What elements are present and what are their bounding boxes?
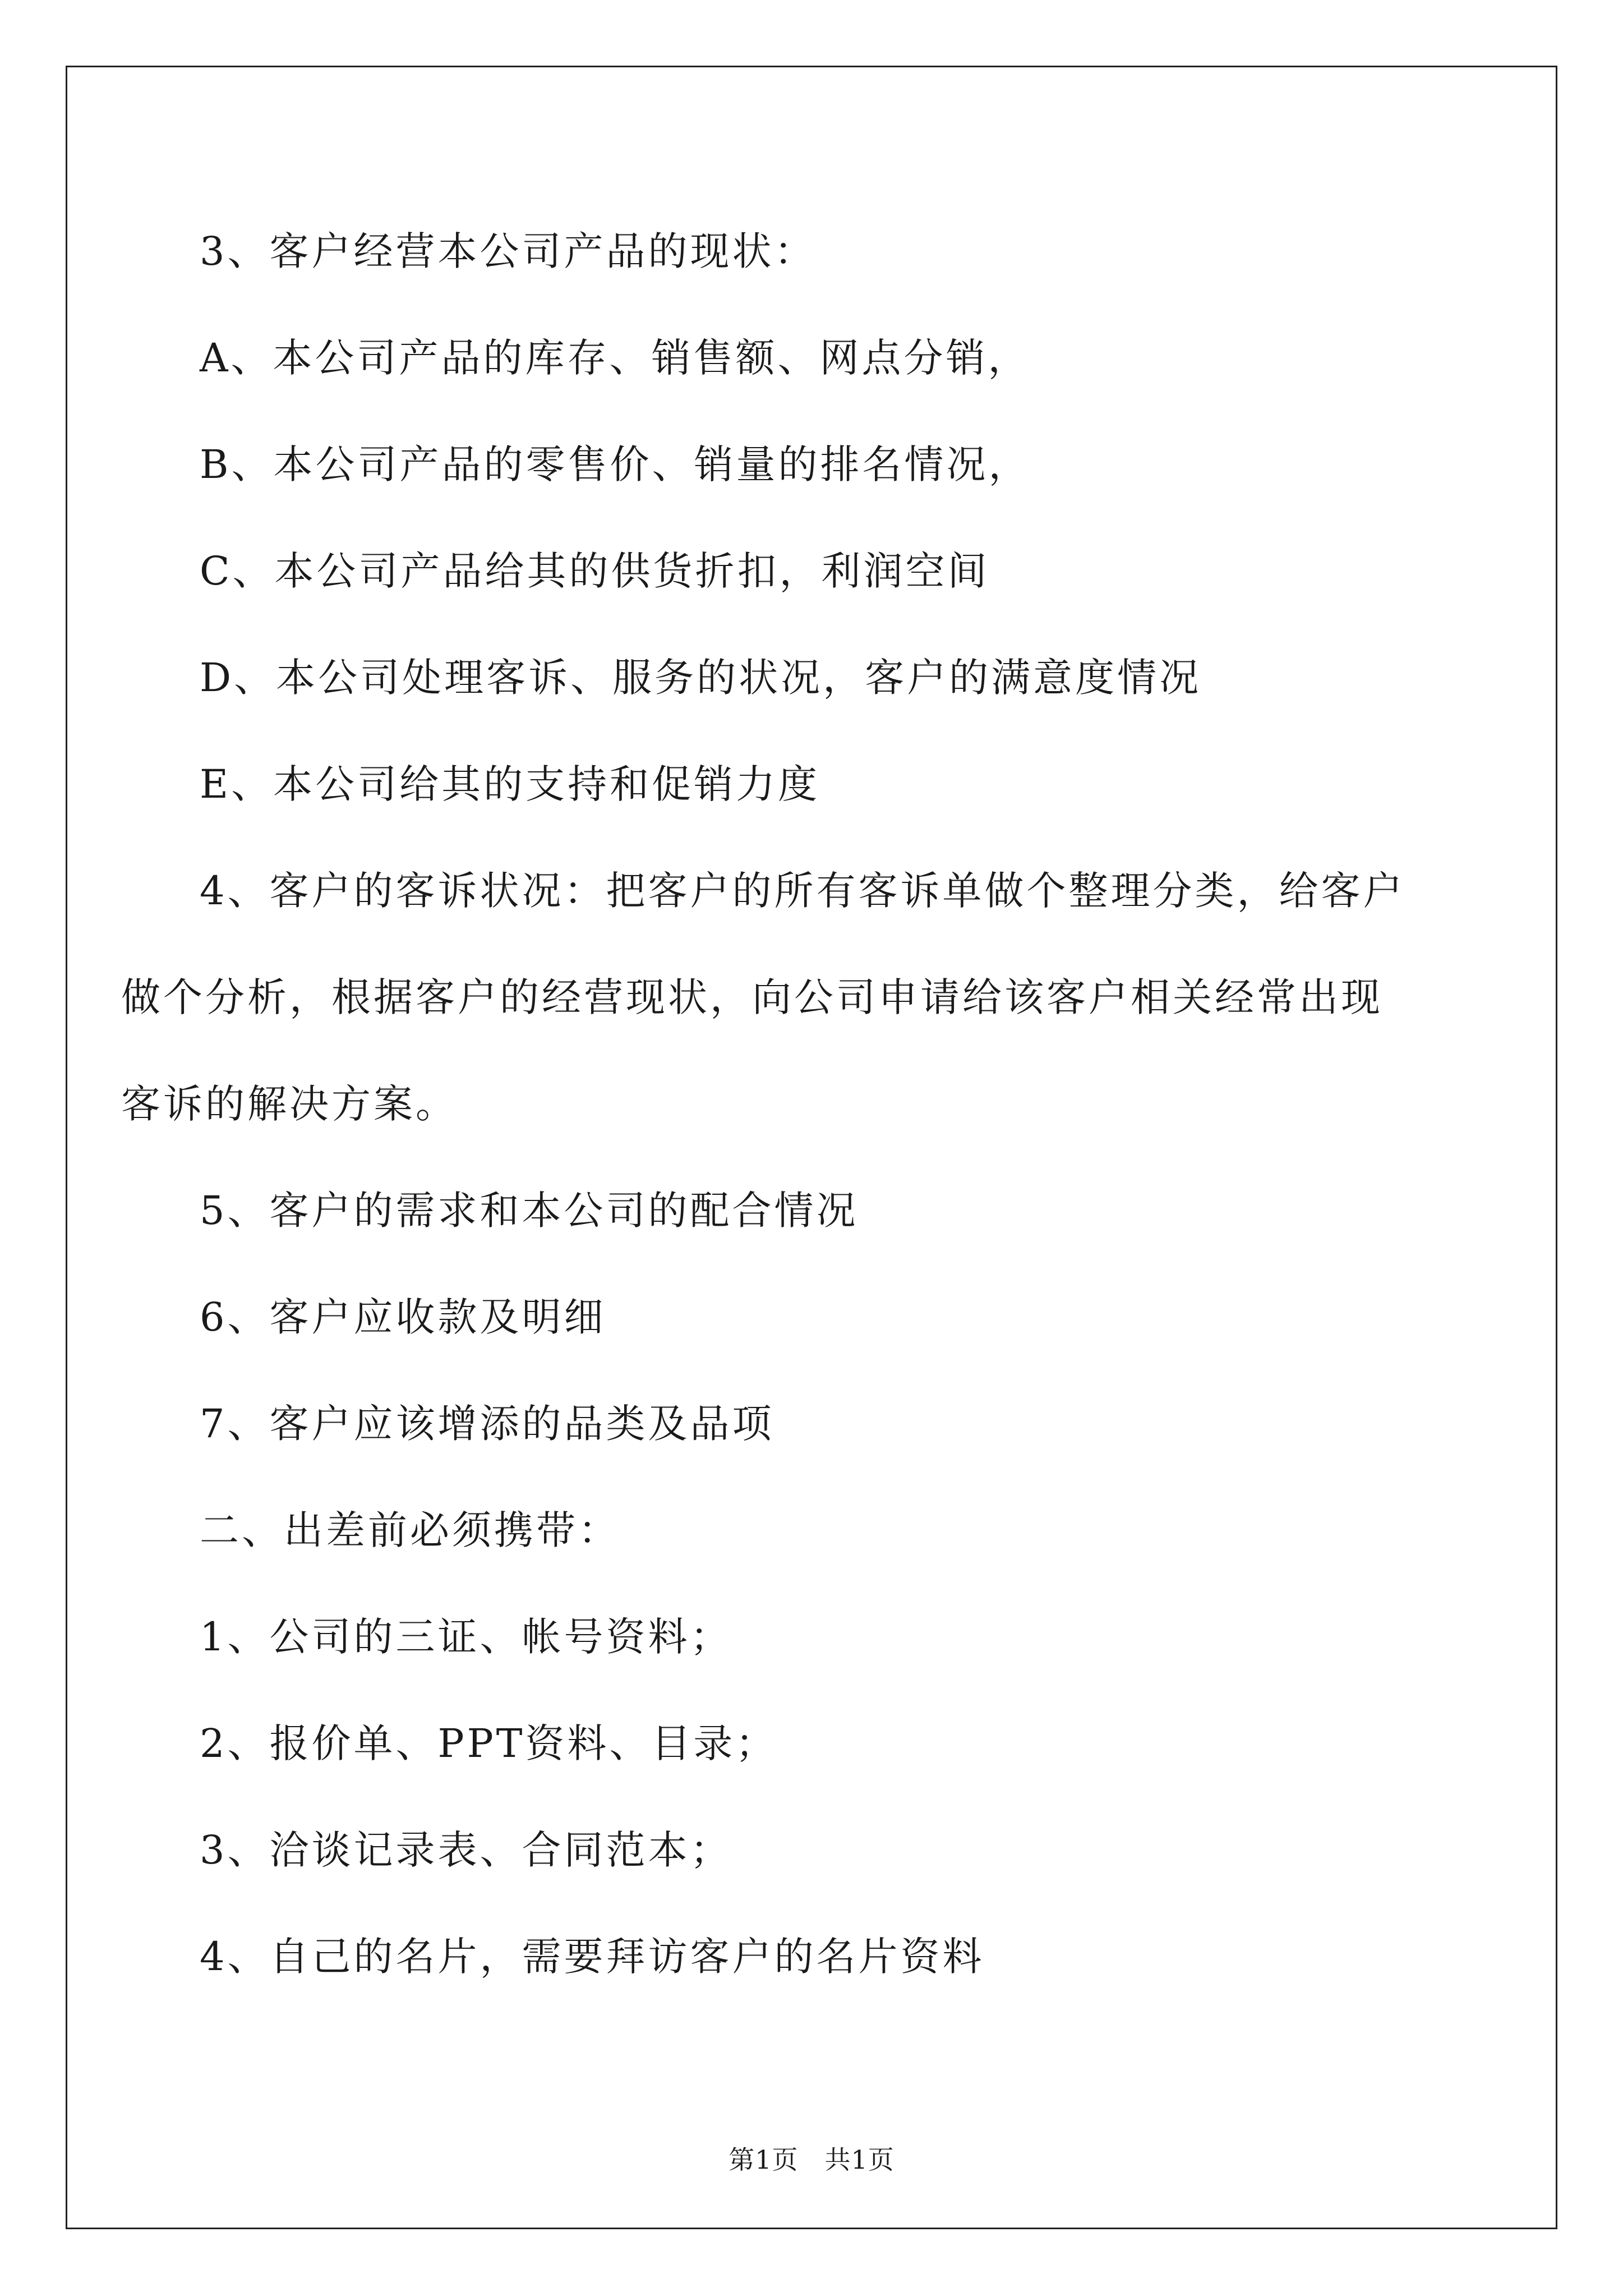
page-border [66, 66, 1557, 2229]
paragraph-line: 做个分析，根据客户的经营现状，向公司申请给该客户相关经常出现 [121, 974, 1383, 1020]
paragraph-line: 7、客户应该增添的品类及品项 [200, 1401, 774, 1447]
paragraph-line: D、本公司处理客诉、服务的状况，客户的满意度情况 [200, 655, 1202, 701]
paragraph-line: 3、洽谈记录表、合同范本； [200, 1827, 732, 1873]
paragraph-line: 1、公司的三证、帐号资料； [200, 1614, 732, 1660]
paragraph-line: 2、报价单、PPT资料、目录； [200, 1720, 778, 1766]
paragraph-line: 3、客户经营本公司产品的现状： [200, 228, 817, 274]
page-footer: 第1页 共1页 [728, 2145, 895, 2175]
paragraph-line: E、本公司给其的支持和促销力度 [200, 761, 820, 807]
paragraph-line: 5、客户的需求和本公司的配合情况 [200, 1188, 859, 1234]
paragraph-line: A、本公司产品的库存、销售额、网点分销， [200, 335, 1030, 381]
paragraph-line: B、本公司产品的零售价、销量的排名情况， [200, 441, 1031, 487]
paragraph-line: 6、客户应收款及明细 [200, 1294, 606, 1340]
paragraph-line: C、本公司产品给其的供货折扣，利润空间 [200, 548, 990, 594]
paragraph-line: 4、自己的名片，需要拜访客户的名片资料 [200, 1934, 985, 1980]
section-heading: 二、出差前必须携带： [200, 1507, 620, 1553]
paragraph-line: 客诉的解决方案。 [121, 1081, 458, 1127]
paragraph-line: 4、客户的客诉状况：把客户的所有客诉单做个整理分类，给客户 [200, 868, 1405, 914]
